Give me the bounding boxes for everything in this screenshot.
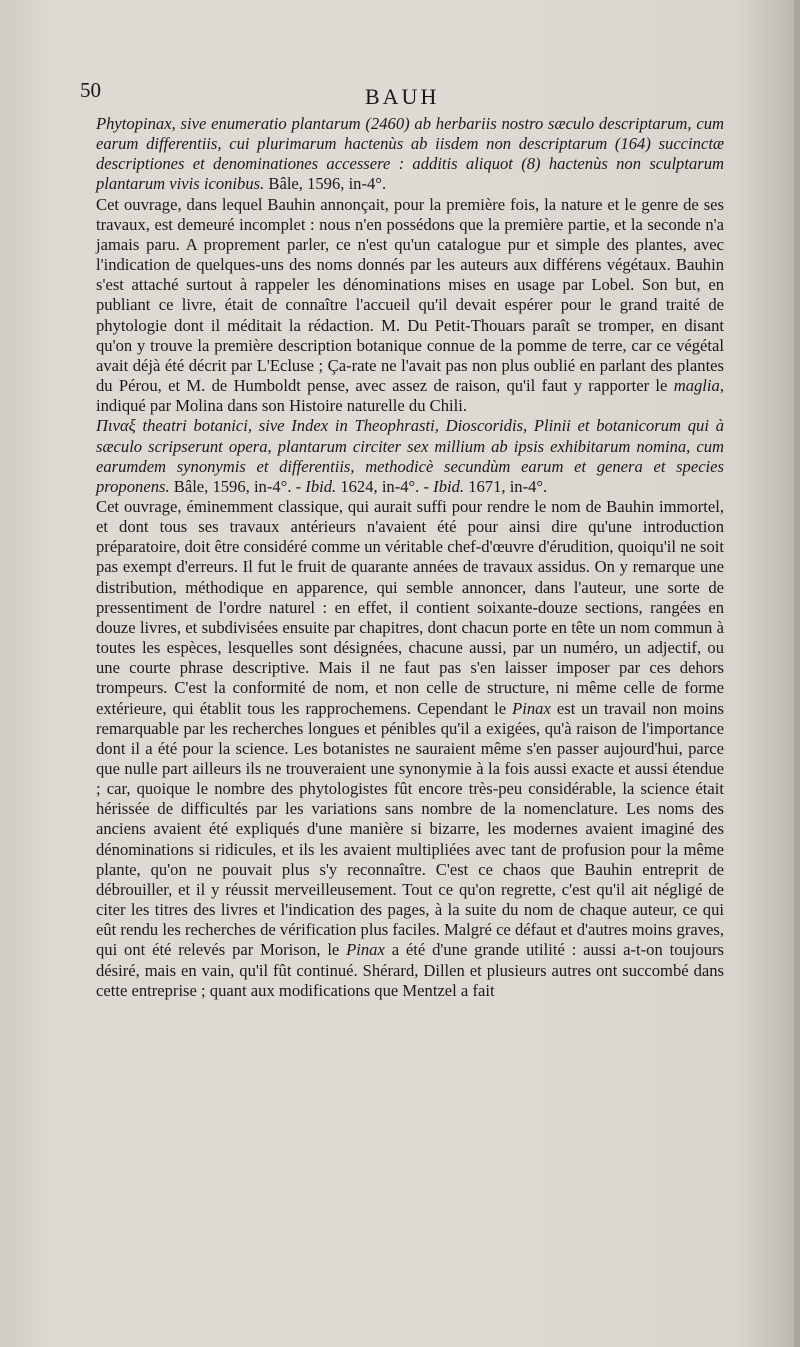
ibid-1: Ibid. <box>305 476 337 496</box>
entry-imprint: Bâle, 1596, in-4°. <box>264 174 387 194</box>
page-header <box>80 78 720 110</box>
paragraph-text-c: a été d'une grande utilité : aussi a-t-on toujours désiré, mais en vain, qu'il fût continué. Shérard, Dillen et plusieurs autres ont succombé dans cette entreprise ; quant aux modifications que Mentzel a fait <box>96 940 724 1000</box>
italic-term-pinax-1: Pinax <box>512 698 551 718</box>
entry-imprint-3: 1671, in-4°. <box>464 476 548 496</box>
paragraph-text-a: Cet ouvrage, éminemment classique, qui aurait suffi pour rendre le nom de Bauhin immortel, et dont tous ses travaux antérieurs n'avaient été pour ainsi dire qu'une introduction préparatoire, doit être considéré comme un véritable chef-d'œuvre d'érudition, quoiqu'il ne soit pas exempt d'erreurs. Il fut le fruit de quarante années de travaux assidus. On y remarque une distribution, méthodique en apparence, qui semble annoncer, dans l'auteur, une sorte de pressentiment de l'ordre naturel : en effet, il contient soixante-douze sections, rangées en douze livres, et subdivisées ensuite par chapitres, dont chacun porte en tête un nom commun à toutes les espèces, lesquelles sont désignées, chacune aussi, par un numéro, un adjectif, ou une courte phrase descriptive. Mais il ne faut pas s'en laisser imposer par ces dehors trompeurs. C'est la conformité de nom, et non celle de structure, ni même celle de forme extérieure, qui établit tous les rapprochemens. Cependant le <box>96 496 724 718</box>
page-body <box>96 114 724 1001</box>
entry-title-greek: Πιναξ <box>96 416 136 436</box>
entry-imprint-2: 1624, in-4°. - <box>336 476 434 496</box>
paragraph-text-b: est un travail non moins remarquable par les recherches longues et pénibles qu'il a exigées, qu'à raison de l'importance dont il a été pour la science. Les botanistes ne sauraient même s'en passer aujourd'hui, parce que nulle part ailleurs ils ne trouveraient une synonymie à la fois aussi exacte et aussi étendue ; car, quoique le nombre des phytologistes fût encore très-peu considérable, la science était hérissée de difficultés par les variations sans nombre de la nomenclature. Les noms des anciens avaient été expliqués d'une manière si bizarre, les modernes avaient imaginé des dénominations si ridicules, et ils les avaient multipliées avec tant de profusion pour la même plante, qu'on ne pouvait plus s'y reconnaître. C'est ce chaos que Bauhin entreprit de débrouiller, et il y réussit merveilleusement. Tout ce qu'on regrette, c'est qu'il ait négligé de citer les titres des livres et l'indication des pages, à la suite du nom de chaque auteur, ce qui eût rendu les recherches de vérification plus faciles. Malgré ce défaut et d'autres moins graves, qui ont été relevés par Morison, le <box>96 698 724 960</box>
running-head: BAUH <box>365 84 440 109</box>
bibliographic-entry-phytopinax <box>96 114 724 195</box>
italic-term-maglia: maglia <box>673 376 720 396</box>
page-edge-shadow <box>794 0 800 1347</box>
paragraph-text-tail: , indiqué par Molina dans son Histoire naturelle du Chili. <box>96 376 724 416</box>
bibliographic-entry-pinax <box>96 416 724 497</box>
entry-imprint: Bâle, 1596, in-4°. - <box>169 476 306 496</box>
entry-title: Phytopinax, sive enumeratio plantarum (2460) ab herbariis nostro sæculo descriptarum, cum earum differentiis, cui plurimarum hactenùs ab iisdem non descriptarum (164) succinctæ descriptiones et denominationes accessere : additis aliquot (8) hactenùs non sculptarum plantarum vivis iconibus. <box>96 114 724 194</box>
commentary-paragraph-phytopinax <box>96 195 724 417</box>
commentary-paragraph-pinax <box>96 497 724 1001</box>
ibid-2: Ibid. <box>433 476 465 496</box>
paragraph-text: Cet ouvrage, dans lequel Bauhin annonçait, pour la première fois, la nature et le genre de ses travaux, est demeuré incomplet : nous n'en possédons que la première partie, et la seconde n'a jamais paru. A proprement parler, ce n'est qu'un catalogue pur et simple des plantes, avec l'indication de quelques-uns des noms donnés par les auteurs aux différens végétaux. Bauhin s'est attaché surtout à rappeler les dénominations mises en usage par Lobel. Son but, en publiant ce livre, était de connaître l'accueil qu'il devait espérer pour le grand traité de phytologie dont il méditait la rédaction. M. Du Petit-Thouars paraît se tromper, en disant qu'on y trouve la première description botanique connue de la pomme de terre, car ce végétal avait déjà été décrit par L'Ecluse ; Ça-rate ne l'avait pas non plus oublié en parlant des plantes du Pérou, et M. de Humboldt pense, avec assez de raison, qu'il faut y rapporter le <box>96 194 724 396</box>
italic-term-pinax-2: Pinax <box>346 940 385 960</box>
entry-title: theatri botanici, sive Index in Theophrasti, Dioscoridis, Plinii et botanicorum qui à sæculo scripserunt opera, plantarum circiter sex millium ab ipsis exhibitarum nomina, cum earumdem synonymis et differentiis, methodicè secundùm earum et genera et species proponens. <box>96 416 724 496</box>
page-number: 50 <box>80 78 101 102</box>
